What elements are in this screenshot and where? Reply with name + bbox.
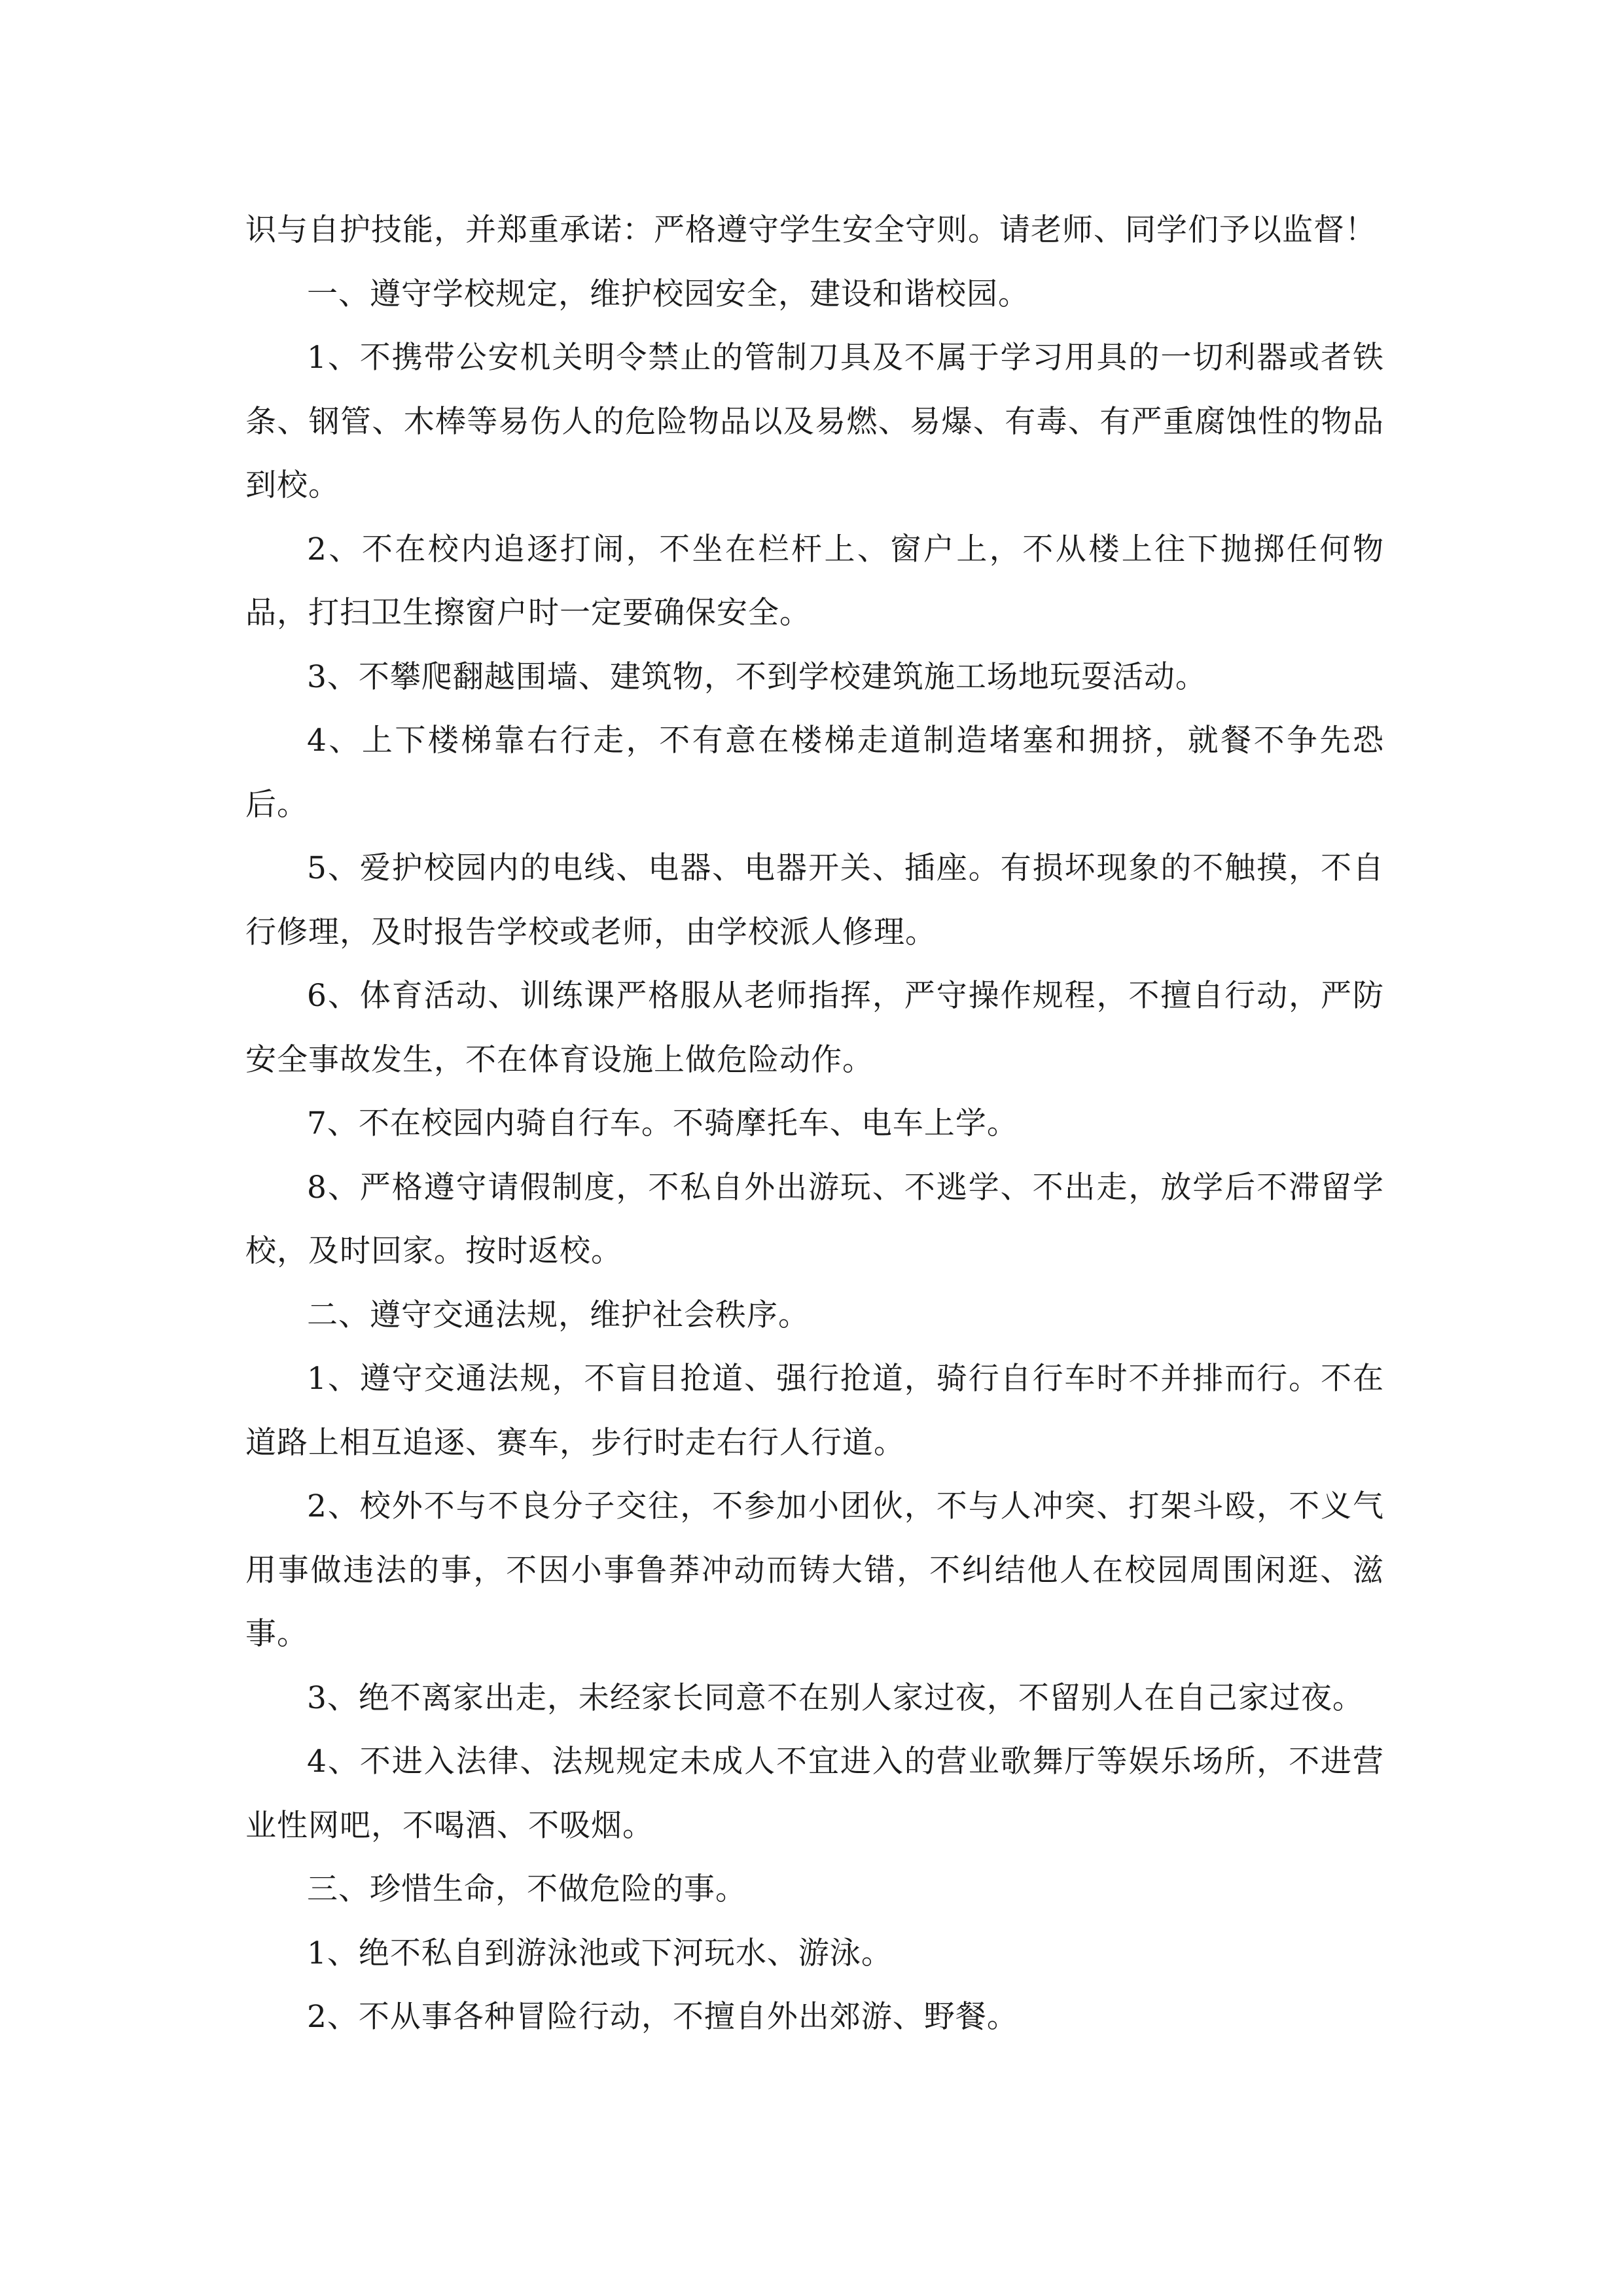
rule-paragraph: 2、不在校内追逐打闹，不坐在栏杆上、窗户上，不从楼上往下抛掷任何物品，打扫卫生擦窗户时一定要确保安全。 (245, 531, 1384, 631)
rule-paragraph: 1、不携带公安机关明令禁止的管制刀具及不属于学习用具的一切利器或者铁条、钢管、木棒等易伤人的危险物品以及易燃、易爆、有毒、有严重腐蚀性的物品到校。 (245, 340, 1384, 503)
document-page (245, 198, 1384, 2049)
rule-paragraph: 6、体育活动、训练课严格服从老师指挥，严守操作规程，不擅自行动，严防安全事故发生，不在体育设施上做危险动作。 (245, 978, 1384, 1078)
rule-paragraph: 7、不在校园内骑自行车。不骑摩托车、电车上学。 (307, 1105, 1018, 1141)
rule-paragraph: 1、遵守交通法规，不盲目抢道、强行抢道，骑行自行车时不并排而行。不在道路上相互追逐、赛车，步行时走右行人行道。 (245, 1361, 1384, 1461)
rule-paragraph: 1、绝不私自到游泳池或下河玩水、游泳。 (307, 1935, 893, 1971)
rule-paragraph: 2、校外不与不良分子交往，不参加小团伙，不与人冲突、打架斗殴，不义气用事做违法的事，不因小事鲁莽冲动而铸大错，不纠结他人在校园周围闲逛、滋事。 (245, 1488, 1384, 1652)
rule-paragraph: 2、不从事各种冒险行动，不擅自外出郊游、野餐。 (307, 1999, 1018, 2035)
rule-paragraph: 3、绝不离家出走，未经家长同意不在别人家过夜，不留别人在自己家过夜。 (307, 1679, 1364, 1716)
rule-paragraph: 4、不进入法律、法规规定未成人不宜进入的营业歌舞厅等娱乐场所，不进营业性网吧，不喝酒、不吸烟。 (245, 1744, 1384, 1844)
paragraph-continuation: 识与自护技能，并郑重承诺：严格遵守学生安全守则。请老师、同学们予以监督！ (245, 212, 1376, 248)
rule-paragraph: 3、不攀爬翻越围墙、建筑物，不到学校建筑施工场地玩耍活动。 (307, 658, 1207, 695)
section-heading-2: 二、遵守交通法规，维护社会秩序。 (307, 1297, 810, 1333)
section-heading-3: 三、珍惜生命，不做危险的事。 (307, 1871, 747, 1907)
section-heading-1: 一、遵守学校规定，维护校园安全，建设和谐校园。 (307, 276, 1029, 312)
rule-paragraph: 5、爱护校园内的电线、电器、电器开关、插座。有损坏现象的不触摸，不自行修理，及时报告学校或老师，由学校派人修理。 (245, 850, 1384, 950)
rule-paragraph: 8、严格遵守请假制度，不私自外出游玩、不逃学、不出走，放学后不滞留学校，及时回家。按时返校。 (245, 1169, 1384, 1269)
rule-paragraph: 4、上下楼梯靠右行走，不有意在楼梯走道制造堵塞和拥挤，就餐不争先恐后。 (245, 723, 1384, 823)
